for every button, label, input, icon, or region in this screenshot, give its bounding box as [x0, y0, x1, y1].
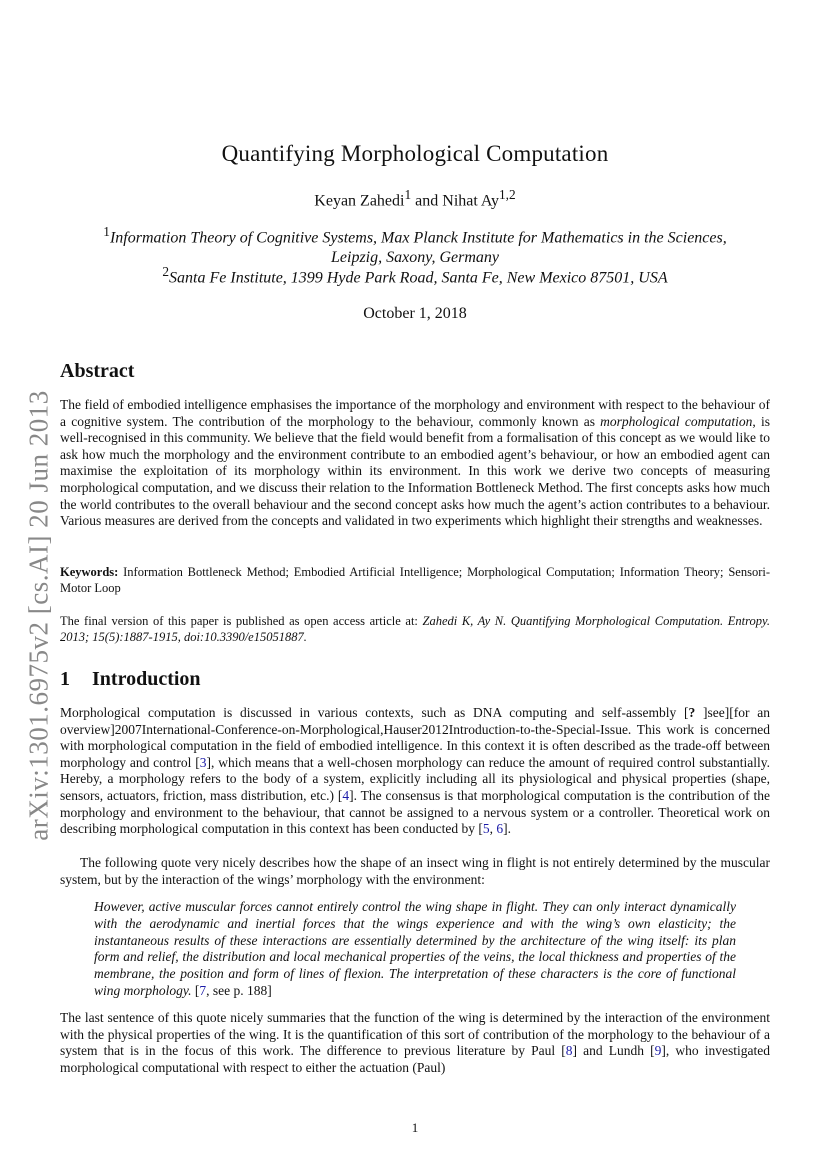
paragraph-text: ]see][for an overview]2007International-Conference-on-Morphological,Hauser2012Introduction-to-the-Special-Issue. This work is concerned with morphological computation in the field of embodied intelligence. In this context it is often described as the trade-off between morphology and control [ [60, 705, 770, 770]
paragraph-text: The last sentence of this quote nicely summaries that the function of the wing is determined by the interaction of the environment with the physical properties of the wing. It is the quantification of this sort of contribution of the morphology to the behaviour of a system that is in the focus of this work. The difference to previous literature by Paul [ [60, 1010, 770, 1059]
citation-link[interactable]: 5 [482, 821, 490, 837]
abstract-body [60, 397, 770, 530]
affiliation-text: Santa Fe Institute, 1399 Hyde Park Road, Santa Fe, New Mexico 87501, USA [169, 269, 668, 287]
missing-citation-mark: ? [688, 705, 696, 720]
author-affiliation-mark: 1 [404, 187, 412, 202]
citation-link[interactable]: 6 [496, 821, 504, 837]
citation-separator: , [489, 821, 497, 837]
author-affiliation-mark: 1,2 [499, 187, 516, 202]
section-title: Introduction [92, 668, 201, 690]
paragraph-text: ]. [503, 821, 512, 837]
citation-link[interactable]: 9 [654, 1043, 662, 1059]
paper-title: Quantifying Morphological Computation [221, 141, 609, 166]
abstract-text: The field of embodied intelligence emphasises the importance of the morphology and environment with respect to the behaviour of a cognitive system. The contribution of the morphology to the behaviour, commonly known as [60, 397, 770, 429]
abstract-text: , is well-recognised in this community. We believe that the field would benefit from a formalisation of this concept as we would like to ask how much the morphology and the environment contribute to an embodied agent’s behaviour, or how an embodied agent can maximise the exploitation of its morphology within its environment. In this work we derive two concepts of measuring morphological computation, and we discuss their relation to the Information Bottleneck Method. The first concepts asks how much the world contributes to the overall behaviour and the second concept asks how much the agent’s action contributes to a behaviour. Various measures are derived from the concepts and validated in two experiments which highlight their strengths and weaknesses. [60, 413, 770, 529]
quote-citation: [ [191, 982, 200, 998]
affiliation-2 [60, 262, 770, 288]
final-version-text: The final version of this paper is published as open access article at: [60, 614, 423, 628]
author-separator: and [411, 192, 443, 210]
affiliation-mark: 2 [162, 264, 170, 279]
quote-citation: , see p. 188] [206, 982, 272, 998]
quote-text: However, active muscular forces cannot entirely control the wing shape in flight. They can only interact dynamically with the aerodynamic and inertial forces that the wings experience and with the wing’s own elasticity; the instantaneous results of these interactions are essentially determined by the architecture of the wing itself: its plan form and relief, the distribution and local mechanical properties of the veins, the local thickness and properties of the membrane, the position and form of lines of flexion. The interpretation of these characters is the core of functional wing morphology. [94, 899, 736, 998]
affiliation-mark: 1 [103, 224, 110, 239]
paragraph-text: Morphological computation is discussed in various contexts, such as DNA computing and self-assembly [ [60, 705, 689, 720]
paragraph-text: ], which means that a well-chosen morphology can reduce the amount of required control substantially. Hereby, a morphology refers to the body of a system, explicitly including all its physiological and physical properties (shape, sensors, actuators, friction, mass distribution, etc.) [ [60, 754, 770, 803]
citation-link[interactable]: 8 [565, 1043, 573, 1059]
affiliation-text: Information Theory of Cognitive Systems, Max Planck Institute for Mathematics in the Sciences, [109, 229, 727, 247]
author-name: Keyan Zahedi [314, 192, 405, 210]
final-version-note [60, 613, 770, 646]
paper-date: October 1, 2018 [363, 305, 467, 322]
citation-link[interactable]: 7 [199, 982, 207, 998]
author-line [60, 187, 770, 210]
final-version-citation: Zahedi K, Ay N. Quantifying Morphological Computation. Entropy. 2013; 15(5):1887-1915, doi:10.3390/e15051887. [60, 614, 770, 645]
intro-paragraph-1 [60, 705, 770, 838]
citation-link[interactable]: 4 [342, 787, 350, 803]
page-number: 1 [411, 1120, 419, 1135]
abstract-emphasis: morphological computation [600, 413, 753, 429]
paragraph-text: ] and Lundh [ [572, 1043, 655, 1059]
keywords-label: Keywords: [60, 565, 119, 579]
keywords-paragraph [60, 564, 770, 597]
intro-paragraph-2: The following quote very nicely describes how the shape of an insect wing in flight is not entirely determined by the muscular system, but by the interaction of the wings’ morphology with the environment: [60, 855, 770, 887]
keywords-text: Information Bottleneck Method; Embodied Artificial Intelligence; Morphological Computation; Information Theory; Sensori-Motor Loop [60, 565, 770, 596]
arxiv-identifier-text: arXiv:1301.6975v2 [cs.AI] 20 Jun 2013 [23, 389, 54, 841]
section-heading-introduction [60, 668, 201, 691]
citation-link[interactable]: 3 [199, 754, 207, 770]
affiliation-text: Leipzig, Saxony, Germany [331, 249, 499, 267]
author-name: Nihat Ay [442, 192, 500, 210]
section-number: 1 [60, 668, 70, 690]
intro-paragraph-3 [60, 1010, 770, 1076]
paragraph-text: ], who investigated morphological computational with respect to either the actuation (Paul) [60, 1043, 770, 1075]
block-quote [94, 899, 736, 1000]
paragraph-text: ]. The consensus is that morphological computation is the contribution of the morphology and environment to the behaviour, that cannot be assigned to a nervous system or a controller. Theoretical work on describing morphological computation in this context has been conducted by [ [60, 787, 770, 837]
arxiv-identifier-sidebar [18, 380, 60, 850]
abstract-heading: Abstract [60, 360, 135, 382]
